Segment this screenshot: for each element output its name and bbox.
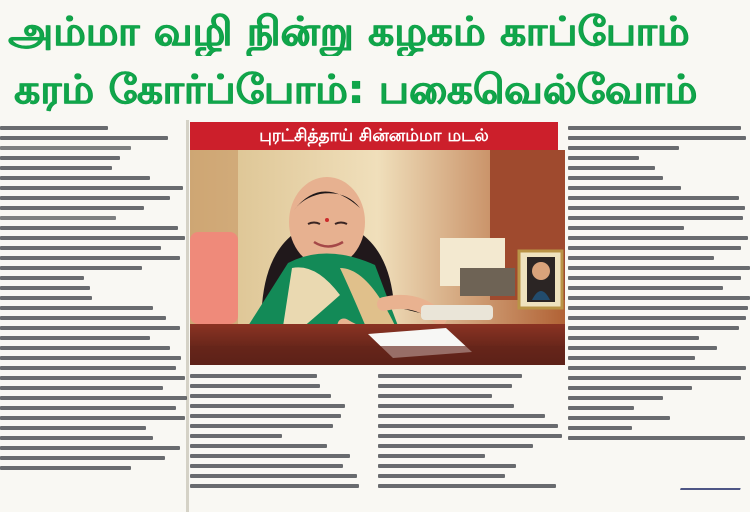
- signature-mark: [680, 478, 744, 490]
- bottom-center-text: [190, 368, 565, 512]
- headline-line-2: கரம் கோர்ப்போம்: பகைவெல்வோம்: [14, 67, 698, 113]
- photo-caption-banner: புரட்சித்தாய் சின்னம்மா மடல்: [190, 122, 558, 150]
- headline-line-1: அம்மா வழி நின்று கழகம் காப்போம்: [8, 9, 690, 55]
- woman-portrait-photo: [190, 150, 565, 365]
- article-photo: [190, 150, 565, 365]
- right-column-text: [568, 120, 750, 512]
- left-column-text: [0, 120, 187, 512]
